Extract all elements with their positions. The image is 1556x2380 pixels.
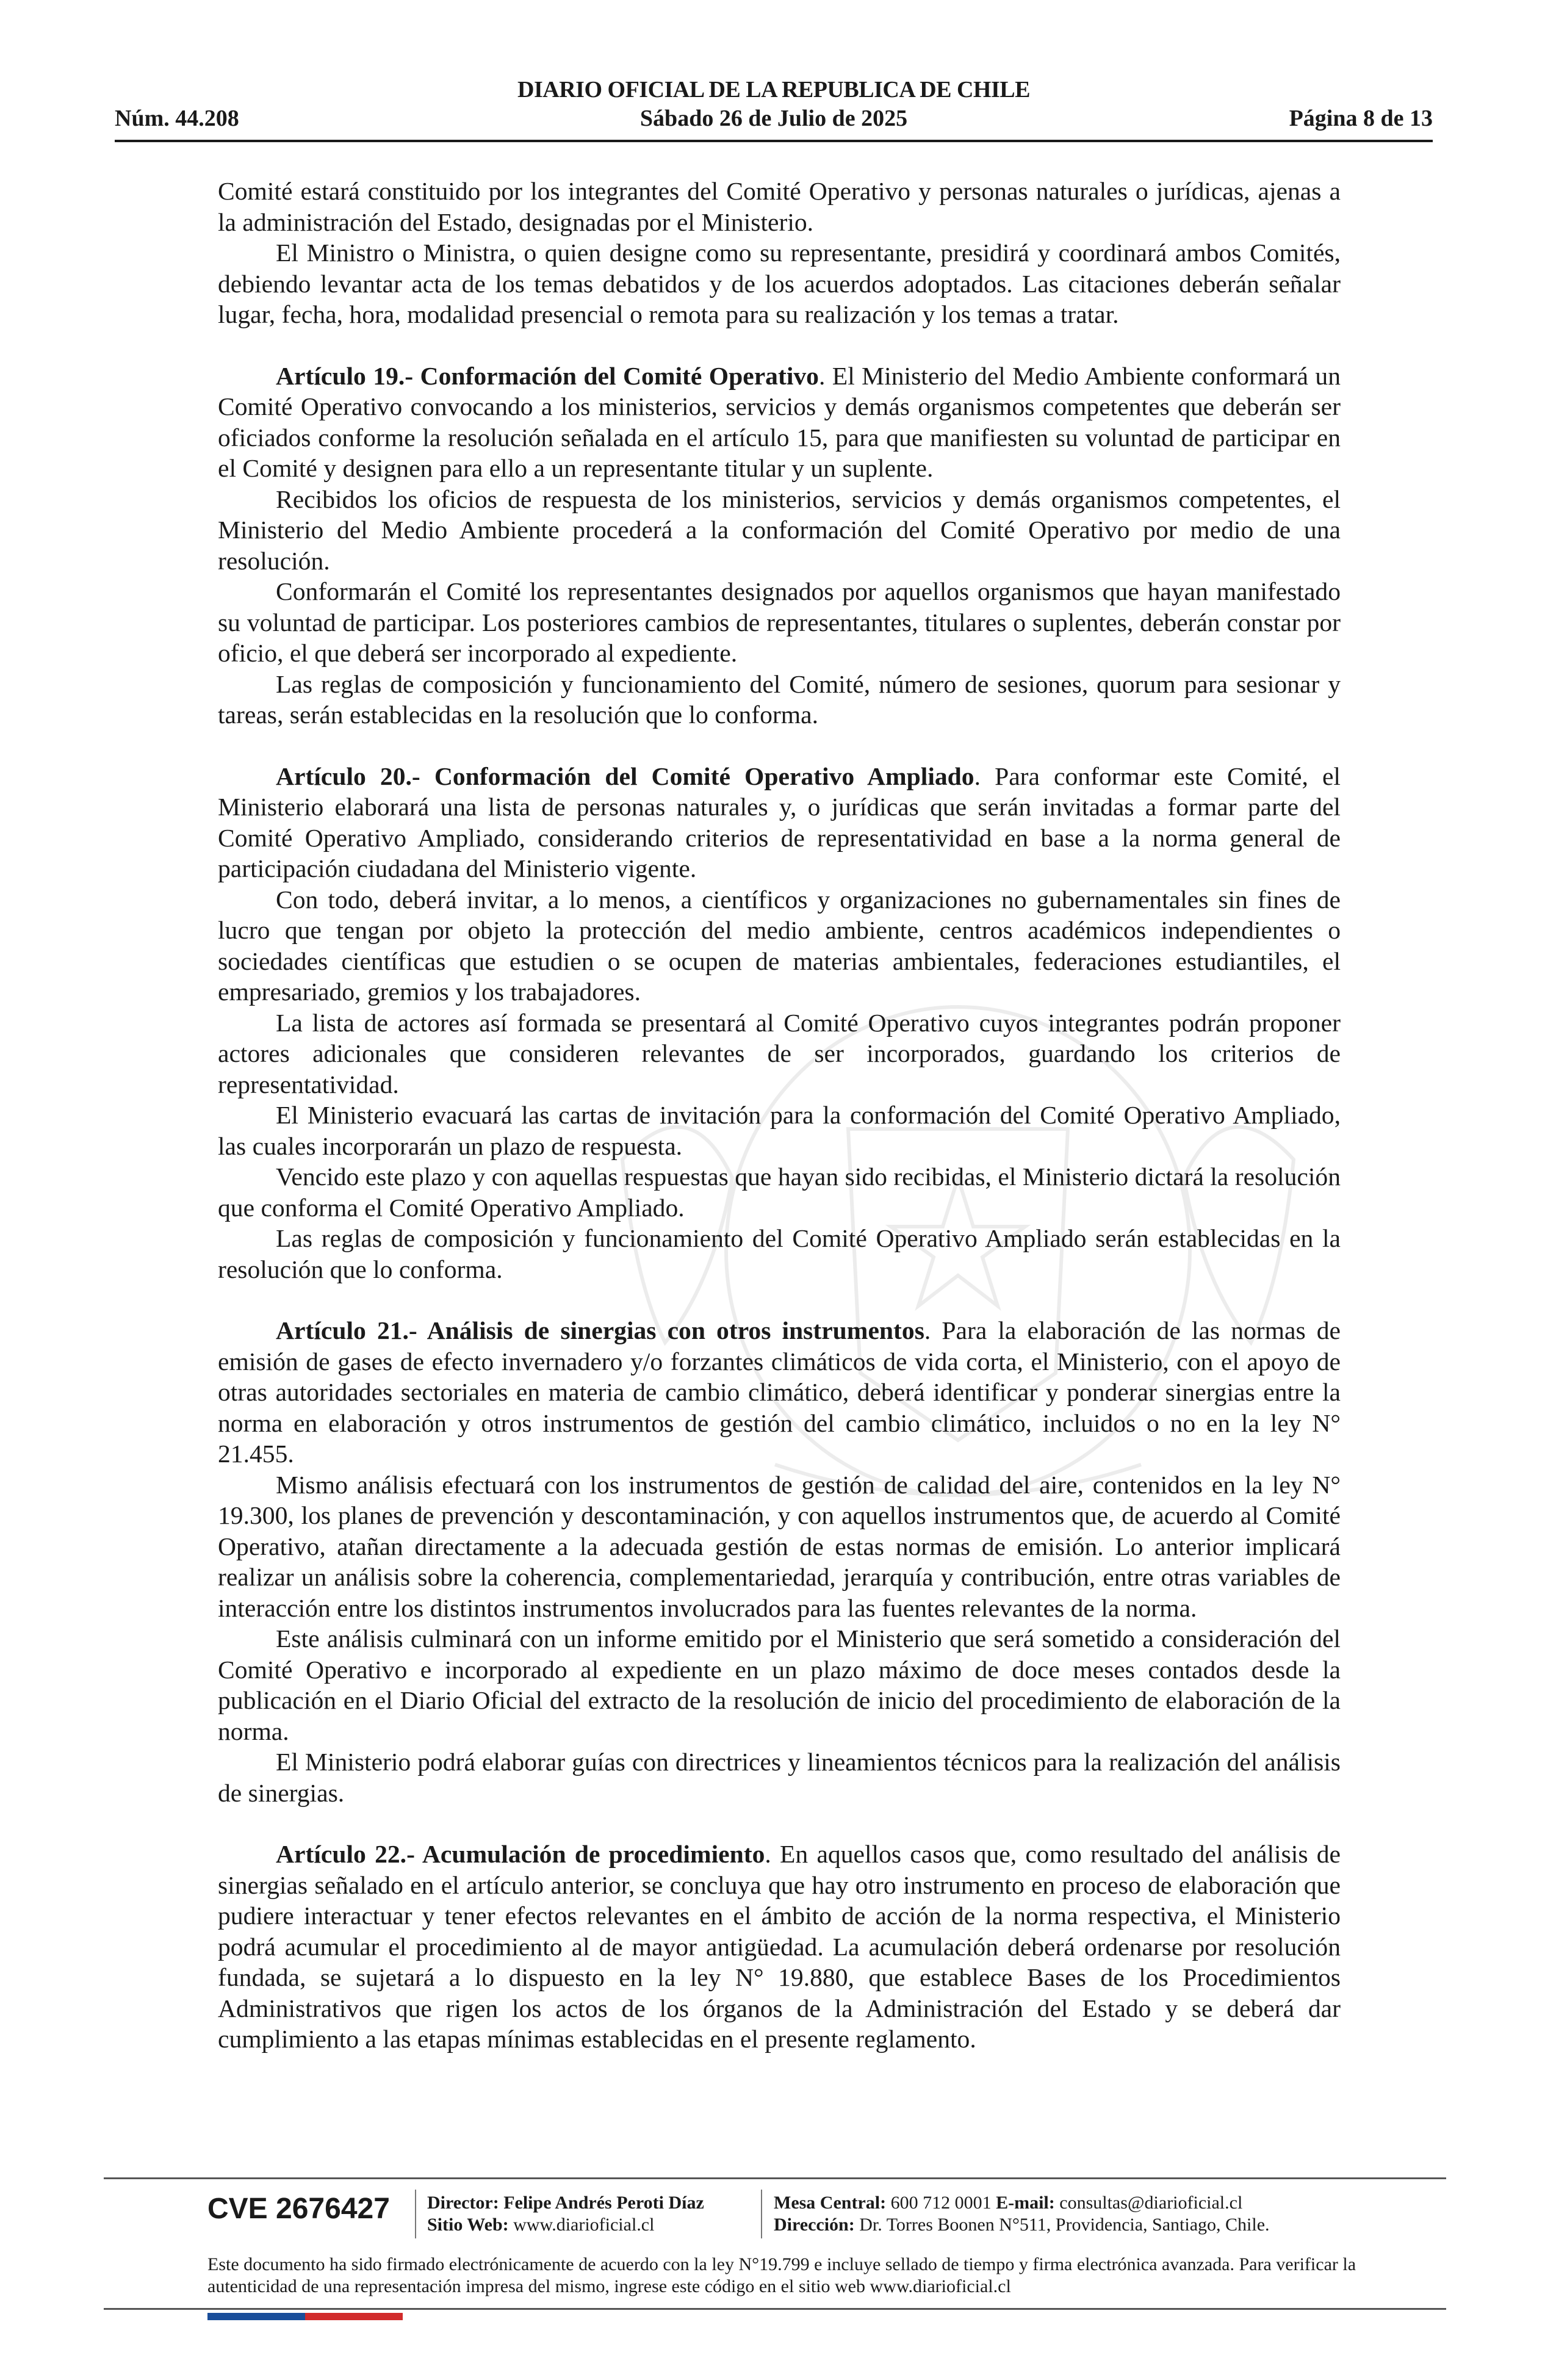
director-label: Director: [427, 2193, 499, 2213]
article-heading: Artículo 21.- Análisis de sinergias con otros instrumentos [276, 1316, 924, 1344]
website-label: Sitio Web: [427, 2215, 509, 2235]
paragraph: El Ministro o Ministra, o quien designe como su representante, presidirá y coordinará ambos Comités, debiendo levantar acta de los temas debatidos y de los acuerdos adoptados. Las citaciones deberán señalar lugar, fecha, hora, modalidad presencial o remota para su realización y los temas a tratar. [218, 239, 1341, 328]
article-heading: Artículo 20.- Conformación del Comité Operativo Ampliado [276, 762, 974, 790]
flag-stripe-red [305, 2313, 403, 2320]
paragraph: El Ministerio podrá elaborar guías con directrices y lineamientos técnicos para la realización del análisis de sinergias. [218, 1748, 1341, 1807]
footer-rule-top [104, 2177, 1446, 2179]
email-label: E-mail: [996, 2193, 1055, 2213]
director-name: Felipe Andrés Peroti Díaz [503, 2193, 704, 2213]
phone-label: Mesa Central: [774, 2193, 887, 2213]
document-body [218, 176, 1341, 2055]
paragraph: Con todo, deberá invitar, a lo menos, a científicos y organizaciones no gubernamentales sin fines de lucro que tengan por objeto la protección del medio ambiente, centros académicos independientes o sociedades científicas que estudien o se ocupen de materias ambientales, federaciones estudiantiles, el empresariado, gremios y los trabajadores. [218, 885, 1341, 1006]
paragraph: La lista de actores así formada se presentará al Comité Operativo cuyos integrantes podrán proponer actores adicionales que consideren relevantes de ser incorporados, guardando los criterios de representatividad. [218, 1008, 1341, 1098]
paragraph: El Ministerio evacuará las cartas de invitación para la conformación del Comité Operativo Ampliado, las cuales incorporarán un plazo de respuesta. [218, 1101, 1341, 1160]
issue-number: Núm. 44.208 [115, 106, 239, 131]
paragraph: Este análisis culminará con un informe emitido por el Ministerio que será sometido a consideración del Comité Operativo e incorporado al expediente en un plazo máximo de doce meses contados desde la publicación en el Diario Oficial del extracto de la resolución de inicio del procedimiento de elaboración de la norma. [218, 1625, 1341, 1745]
article-text: . En aquellos casos que, como resultado del análisis de sinergias señalado en el artículo anterior, se concluya que hay otro instrumento en proceso de elaboración que pudiere interactuar y tener efectos relevantes en el ámbito de acción de la norma respectiva, el Ministerio podrá acumular el procedimiento al de mayor antigüedad. La acumulación deberá ordenarse por resolución fundada, se sujetará a lo dispuesto en la ley N° 19.880, que establece Bases de los Procedimientos Administrativos que rigen los actos de los órganos de la Administración del Estado y se deberá dar cumplimiento a las etapas mínimas establecidas en el presente reglamento. [218, 1840, 1341, 2053]
article-22 [218, 1839, 1341, 2055]
page-number: Página 8 de 13 [1289, 106, 1433, 131]
article-text: . El Ministerio del Medio Ambiente conformará un Comité Operativo convocando a los ministerios, servicios y demás organismos competentes que deberán ser oficiados conforme la resolución señalada en el artículo 15, para que manifiesten su voluntad de participar en el Comité y designen para ello a un representante titular y un suplente. [218, 361, 1341, 482]
paragraph: Comité estará constituido por los integrantes del Comité Operativo y personas naturales o jurídicas, ajenas a la administración del Estado, designadas por el Ministerio. [218, 177, 1341, 236]
footer-divider [415, 2190, 416, 2238]
paragraph: Conformarán el Comité los representantes designados por aquellos organismos que hayan manifestado su voluntad de participar. Los posteriores cambios de representantes, titulares o suplentes, deberán constar por oficio, el que deberá ser incorporado al expediente. [218, 577, 1341, 667]
paragraph: Vencido este plazo y con aquellas respuestas que hayan sido recibidas, el Ministerio dictará la resolución que conforma el Comité Operativo Ampliado. [218, 1163, 1341, 1222]
paragraph: Mismo análisis efectuará con los instrumentos de gestión de calidad del aire, contenidos en la ley N° 19.300, los planes de prevención y descontaminación, y con aquellos instrumentos que, de acuerdo al Comité Operativo, atañan directamente a la adecuada gestión de estas normas de emisión. Lo anterior implicará realizar un análisis sobre la coherencia, complementariedad, jerarquía y contribución, entre otras variables de interacción entre los distintos instrumentos involucrados para las fuentes relevantes de la norma. [218, 1470, 1341, 1622]
address-text: Dr. Torres Boonen N°511, Providencia, Santiago, Chile. [859, 2215, 1270, 2235]
article-text: . Para la elaboración de las normas de emisión de gases de efecto invernadero y/o forzantes climáticos de vida corta, el Ministerio, con el apoyo de otras autoridades sectoriales en materia de cambio climático, deberá identificar y ponderar sinergias entre la norma en elaboración y otros instrumentos de gestión del cambio climático, incluidos o no en la ley N° 21.455. [218, 1316, 1341, 1468]
article-heading: Artículo 19.- Conformación del Comité Operativo [276, 361, 819, 390]
phone-number: 600 712 0001 [890, 2193, 992, 2213]
article-heading: Artículo 22.- Acumulación de procedimiento [276, 1840, 765, 1868]
paragraph: Las reglas de composición y funcionamiento del Comité Operativo Ampliado serán establecidas en la resolución que lo conforma. [218, 1224, 1341, 1283]
header-rule [115, 140, 1433, 142]
issue-date: Sábado 26 de Julio de 2025 [639, 106, 908, 131]
address-label: Dirección: [774, 2215, 855, 2235]
footer-divider [761, 2190, 762, 2238]
footer-rule-bottom [104, 2308, 1446, 2310]
article-20 [218, 761, 1341, 884]
article-19 [218, 361, 1341, 484]
paragraph: Las reglas de composición y funcionamiento del Comité, número de sesiones, quorum para sesionar y tareas, serán establecidas en la resolución que lo conforma. [218, 669, 1341, 729]
page-header [115, 76, 1433, 143]
flag-stripe-blue [207, 2313, 305, 2320]
article-text: . Para conformar este Comité, el Ministerio elaborará una lista de personas naturales y, o jurídicas que serán invitadas a formar parte del Comité Operativo Ampliado, considerando criterios de representatividad en base a la norma general de participación ciudadana del Ministerio vigente. [218, 762, 1341, 882]
website-link[interactable]: www.diarioficial.cl [513, 2215, 655, 2235]
footer-contact-block [774, 2192, 1270, 2236]
footer-director-block [427, 2192, 704, 2236]
paragraph: Recibidos los oficios de respuesta de los ministerios, servicios y demás organismos competentes, el Ministerio del Medio Ambiente procederá a la conformación del Comité Operativo por medio de una resolución. [218, 485, 1341, 575]
email-link[interactable]: consultas@diarioficial.cl [1059, 2193, 1243, 2213]
cve-code: CVE 2676427 [207, 2193, 390, 2225]
article-21 [218, 1315, 1341, 1469]
publication-title: DIARIO OFICIAL DE LA REPUBLICA DE CHILE [517, 77, 1030, 103]
signature-note: Este documento ha sido firmado electrónicamente de acuerdo con la ley N°19.799 e incluye sellado de tiempo y firma electrónica avanzada. Para verificar la autenticidad de una representación impresa del mismo, ingrese este código en el sitio web www.diarioficial.cl [207, 2254, 1356, 2296]
